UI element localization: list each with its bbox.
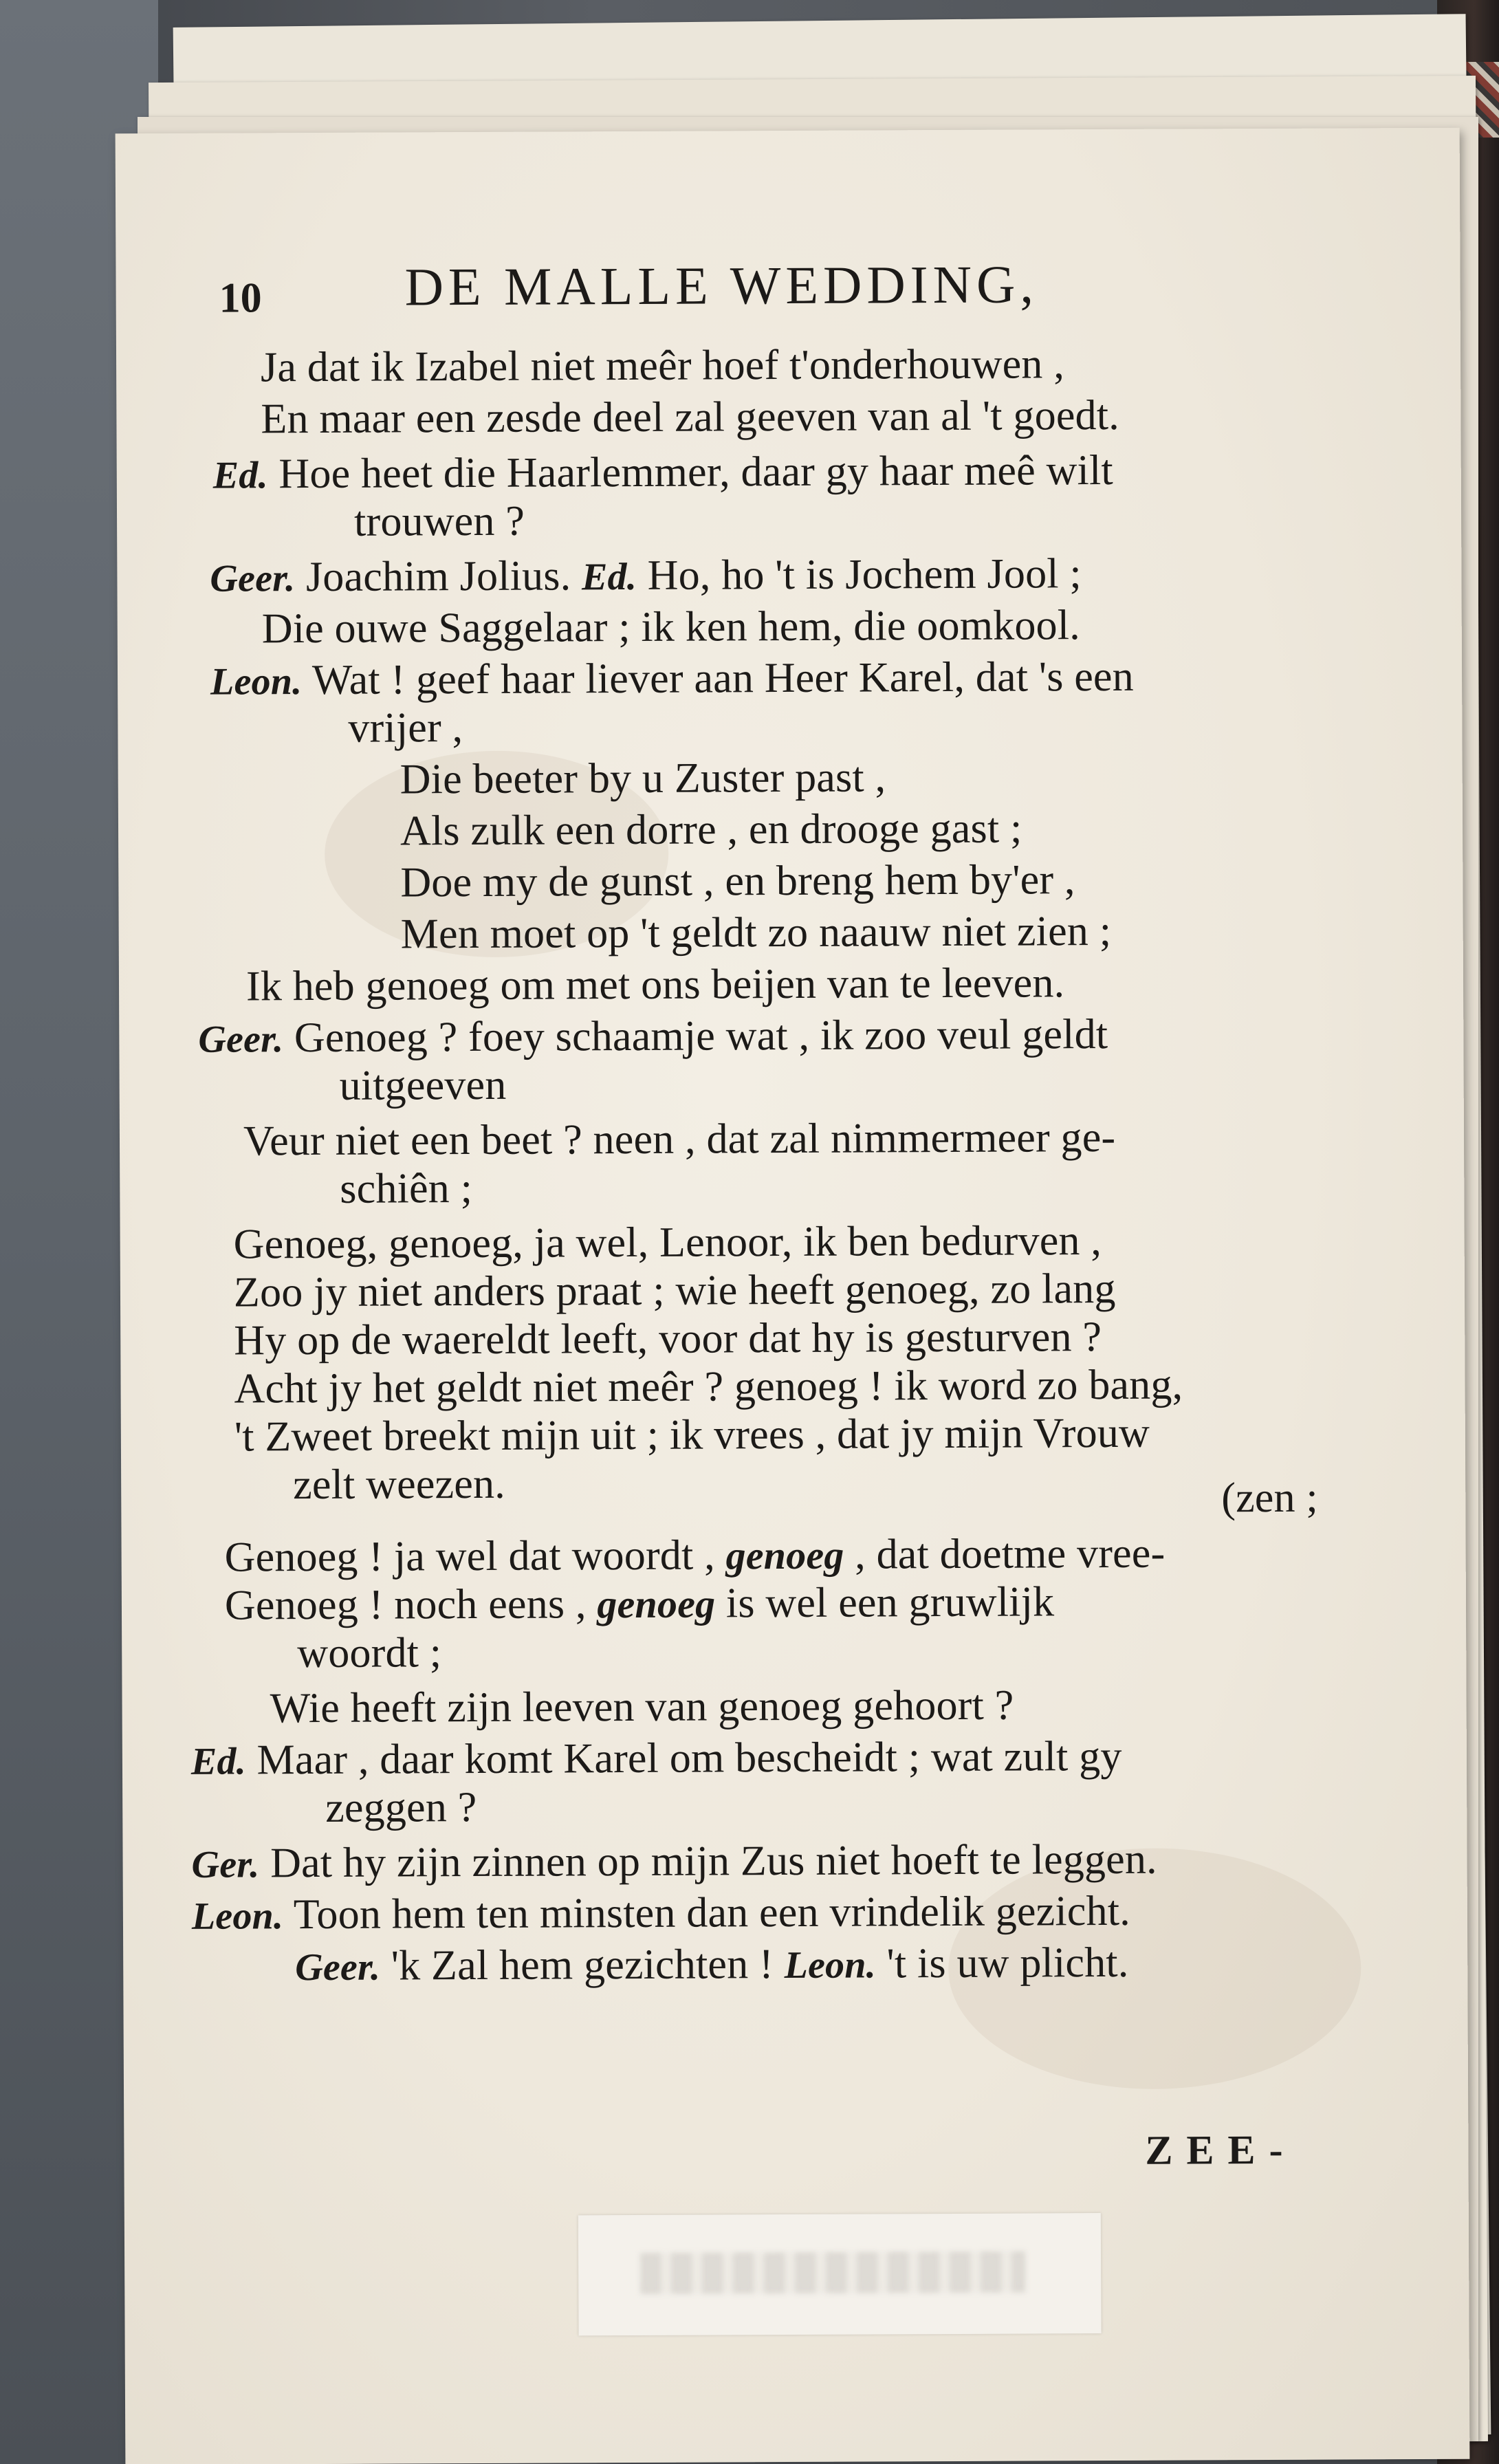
speaker-label: Ed. bbox=[190, 1740, 247, 1783]
line-text: trouwen ? bbox=[353, 497, 525, 545]
line-text: Men moet op 't geldt zo naauw niet zien ; bbox=[400, 907, 1112, 958]
line-text: Genoeg, genoeg, ja wel, Lenoor, ik ben bedurven , bbox=[233, 1217, 1102, 1268]
line-text: 't Zweet breekt mijn uit ; ik vrees , dat jy mijn Vrouw bbox=[234, 1409, 1150, 1461]
library-label-sticker bbox=[578, 2213, 1102, 2335]
verse-line bbox=[400, 858, 1075, 904]
verse-line bbox=[212, 446, 1113, 498]
line-text: Ja dat ik Izabel niet meêr hoef t'onderhouwen , bbox=[260, 340, 1065, 391]
line-text: Hy op de waereldt leeft, voor dat hy is gesturven ? bbox=[234, 1313, 1102, 1364]
verse-line bbox=[293, 1460, 506, 1509]
verse-line bbox=[234, 1361, 1183, 1413]
line-text: vrijer , bbox=[348, 704, 463, 752]
line-text: Maar , daar komt Karel om bescheidt ; wat zult gy bbox=[256, 1732, 1122, 1784]
speaker-label: Ger. bbox=[191, 1843, 260, 1886]
line-text: schiên ; bbox=[340, 1165, 473, 1212]
line-text: Doe my de gunst , en breng hem by'er , bbox=[400, 856, 1075, 906]
line-text: zelt weezen. bbox=[293, 1460, 506, 1509]
line-text: Zoo jy niet anders praat ; wie heeft genoeg, zo lang bbox=[233, 1265, 1116, 1316]
line-text: Wie heeft zijn leeven van genoeg gehoort ? bbox=[270, 1681, 1014, 1732]
verse-line bbox=[198, 1010, 1108, 1062]
line-text: Wat ! geef haar liever aan Heer Karel, dat 's een bbox=[311, 653, 1135, 704]
verse-line bbox=[234, 1313, 1102, 1364]
catchword: ZEE- bbox=[1145, 2126, 1297, 2173]
line-text: Toon hem ten minsten dan een vrindelik gezicht. bbox=[293, 1887, 1131, 1939]
line-text: zeggen ? bbox=[325, 1784, 477, 1831]
verse-line bbox=[353, 497, 525, 545]
speaker-label: Geer. bbox=[210, 557, 296, 600]
speaker-label: Leon. bbox=[210, 660, 303, 704]
verse-line bbox=[339, 1061, 507, 1109]
verse-line bbox=[234, 1219, 1102, 1266]
speaker-label: Leon. bbox=[784, 1943, 876, 1987]
verse-line bbox=[295, 1941, 1128, 1987]
line-text: Die beeter by u Zuster past , bbox=[400, 754, 886, 803]
verse-line bbox=[224, 1578, 1055, 1629]
verse-line bbox=[400, 807, 1022, 853]
speaker-label: Leon. bbox=[191, 1895, 284, 1938]
line-text: Genoeg ? foey schaamje wat , ik zoo veul geldt bbox=[294, 1010, 1108, 1062]
line-text: Dat hy zijn zinnen op mijn Zus niet hoeft te leggen. bbox=[270, 1835, 1157, 1887]
line-text: Veur niet een beet ? neen , dat zal nimmermeer ge- bbox=[243, 1113, 1116, 1165]
speaker-label: Geer. bbox=[295, 1945, 381, 1989]
line-text: Ho, ho 't is Jochem Jool ; bbox=[647, 550, 1082, 599]
line-text: Ik heb genoeg om met ons beijen van te leeven. bbox=[245, 959, 1065, 1010]
line-text: woordt ; bbox=[297, 1629, 442, 1677]
line-text: uitgeeven bbox=[339, 1061, 507, 1109]
verse-line bbox=[191, 1835, 1157, 1887]
line-text: is wel een gruwlijk bbox=[725, 1578, 1055, 1627]
line-text: (zen ; bbox=[1221, 1474, 1319, 1522]
verse-line bbox=[348, 706, 463, 750]
verse-line bbox=[261, 342, 1064, 389]
speaker-label: Ed. bbox=[581, 555, 637, 599]
verse-line bbox=[261, 602, 1081, 653]
line-text: En maar een zesde deel zal geeven van al 't goedt. bbox=[261, 391, 1120, 443]
verse-line bbox=[245, 959, 1065, 1010]
line-text: , dat doetme vree- bbox=[855, 1529, 1166, 1578]
verse-line bbox=[224, 1529, 1166, 1581]
page-number: 10 bbox=[219, 274, 262, 322]
line-text: Als zulk een dorre , en drooge gast ; bbox=[400, 805, 1022, 855]
line-text: Acht jy het geldt niet meêr ? genoeg ! ik word zo bang, bbox=[234, 1361, 1183, 1413]
verse-line bbox=[234, 1409, 1150, 1461]
line-text: 't is uw plicht. bbox=[886, 1939, 1129, 1987]
verse-line bbox=[325, 1786, 477, 1829]
verse-line bbox=[1221, 1476, 1318, 1520]
speaker-label: Ed. bbox=[212, 454, 268, 497]
label-faint-marking bbox=[640, 2252, 1025, 2294]
verse-line bbox=[191, 1887, 1131, 1939]
verse-line bbox=[400, 907, 1112, 958]
line-text: Genoeg ! noch eens , bbox=[224, 1580, 587, 1629]
verse-line bbox=[340, 1167, 472, 1210]
verse-line bbox=[243, 1113, 1116, 1165]
emphasis: genoeg bbox=[725, 1532, 844, 1578]
line-text: 'k Zal hem gezichten ! bbox=[391, 1941, 774, 1989]
emphasis: genoeg bbox=[597, 1581, 716, 1627]
speaker-label: Geer. bbox=[198, 1018, 284, 1061]
running-head: DE MALLE WEDDING, bbox=[404, 254, 1039, 317]
verse-line bbox=[270, 1681, 1014, 1732]
verse-line bbox=[190, 1732, 1122, 1784]
line-text: Genoeg ! ja wel dat woordt , bbox=[224, 1531, 716, 1581]
line-text: Hoe heet die Haarlemmer, daar gy haar meê wilt bbox=[278, 446, 1113, 498]
line-text: Joachim Jolius. bbox=[305, 552, 571, 601]
verse-line bbox=[234, 1267, 1116, 1314]
verse-line bbox=[297, 1631, 441, 1675]
verse-line bbox=[400, 754, 886, 803]
book-page bbox=[116, 128, 1470, 2464]
verse-line bbox=[210, 655, 1134, 702]
line-text: Die ouwe Saggelaar ; ik ken hem, die oomkool. bbox=[261, 602, 1081, 653]
verse-line bbox=[261, 391, 1120, 443]
verse-line bbox=[210, 552, 1082, 599]
